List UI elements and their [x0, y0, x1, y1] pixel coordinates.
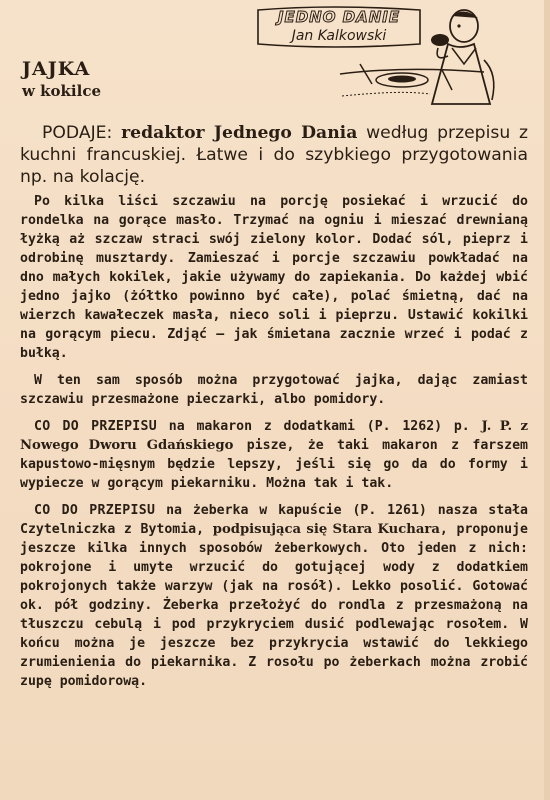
note-author: J. P. z Nowego Dworu Gdańskiego — [20, 419, 528, 453]
note-lead: CO DO PRZEPISU — [34, 503, 156, 518]
note-text: , proponuje jeszcze kilka innych sposobów żeberkowych. Oto jeden z nich: pokrojone i umyte wrzucić do gotującej wody z dodatkiem pokrojonych także warzyw (jak na rosół). Lekko posolić. Gotować ok. pół godziny. Żeberka przełożyć do rondla z przesmażoną na tłuszczu cebulą i pod przykryciem dusić podlewając rosołem. W końcu można je jeszcze bez przykrycia wstawić do lekkiego zrumienienia do piekarnika. Z rosołu po żeberkach można zrobić zupę pomidorową. — [20, 522, 528, 689]
article-body — [20, 122, 528, 699]
article-title-block — [22, 58, 101, 100]
logo-title: JEDNO DANIE — [277, 8, 401, 26]
page-edge — [544, 0, 550, 800]
lead-editor: redaktor Jednego Dania — [121, 123, 358, 143]
reader-note-zeberka — [20, 501, 528, 691]
note-author: podpisująca się Stara Kucharа — [212, 522, 440, 537]
note-lead: CO DO PRZEPISU — [34, 419, 158, 434]
reader-note-makaron — [20, 417, 528, 493]
variant-paragraph: W ten sam sposób można przygotować jajka, dając zamiast szczawiu przesmażone pieczarki, albo pomidory. — [20, 373, 528, 407]
note-text: pisze, że taki makaron z farszem kapustowo-mięsnym będzie lepszy, jeśli się go da do formy i wypiecze w gorącym piekarniku. Można tak i tak. — [20, 438, 528, 491]
note-text: na makaron z dodatkami (P. 1262) p. — [157, 419, 482, 434]
column-logo — [252, 4, 502, 112]
lead-label: PODAJE: — [42, 123, 113, 143]
lead-paragraph — [20, 122, 528, 188]
logo-author: Jan Kalkowski — [291, 28, 387, 44]
lead-text: według przepisu z kuchni francuskiej. Łatwe i do szybkiego przygotowania np. na kolację. — [20, 123, 528, 187]
article-subtitle: w kokilce — [22, 82, 101, 100]
article-title: JAJKA — [22, 58, 91, 80]
note-text: na żeberka w kapuście (P. 1261) nasza stała Czytelniczka z Bytomia, — [20, 503, 528, 537]
recipe-paragraph: Po kilka liści szczawiu na porcję posiekać i wrzucić do rondelka na gorące masło. Trzymać na ogniu i mieszać drewnianą łyżką aż szczaw straci swój zielony kolor. Dodać sól, pieprz i odrobinę musztardy. Zamieszać i porcje szczawiu powkładać na dno małych kokilek, jakie używamy do zapiekania. Do każdej wbić jedno jajko (żółtko powinno być całe), polać śmietną, dać na wierzch kawałeczek masła, nieco soli i pieprzu. Ustawić kokilki na gorącym piecu. Zdjąć — jak śmietana zacznie wrzeć i podać z bułką. — [20, 194, 528, 361]
